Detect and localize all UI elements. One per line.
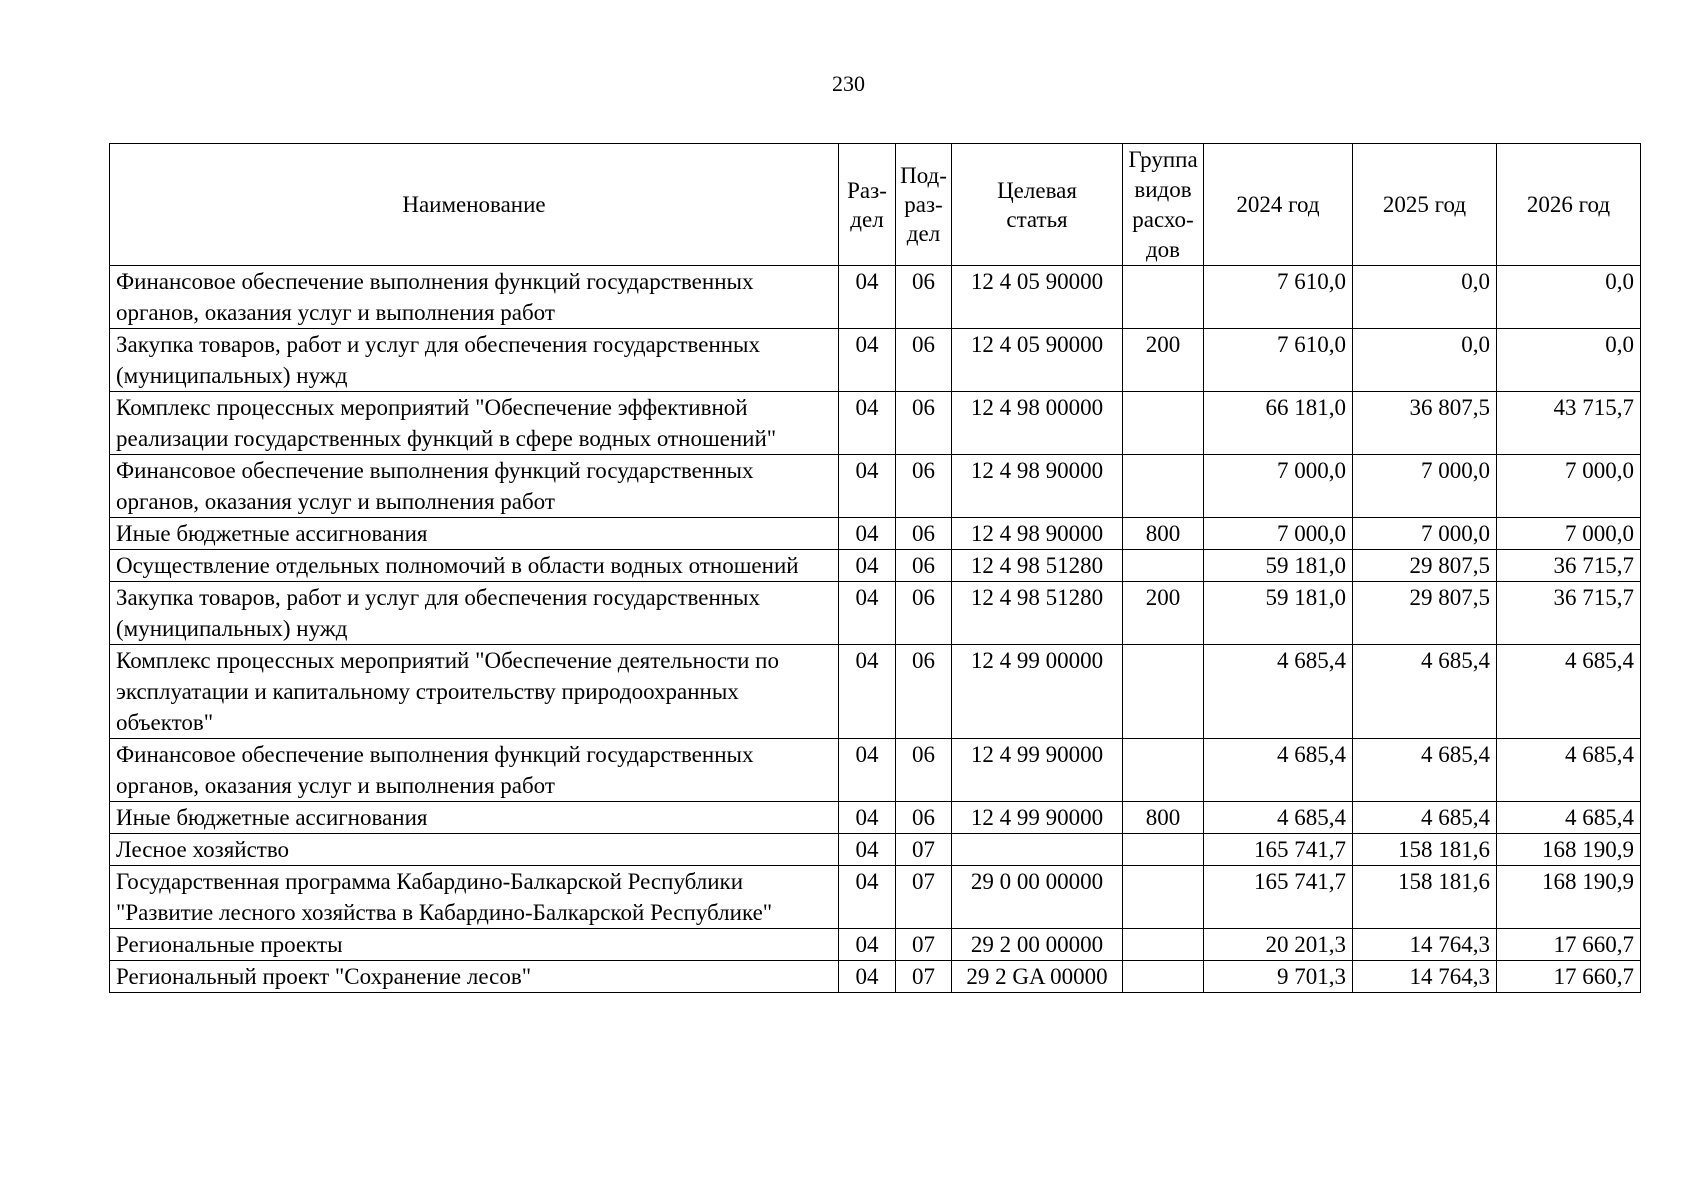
cell-target: 12 4 98 90000 xyxy=(952,518,1123,550)
cell-subsection: 06 xyxy=(896,802,952,834)
cell-target: 12 4 99 90000 xyxy=(952,802,1123,834)
cell-target: 12 4 98 51280 xyxy=(952,582,1123,645)
header-target: Целевая статья xyxy=(952,144,1123,266)
cell-2025: 0,0 xyxy=(1353,329,1497,392)
table-body xyxy=(110,266,1641,993)
cell-subsection: 06 xyxy=(896,582,952,645)
cell-2026: 0,0 xyxy=(1497,329,1641,392)
cell-name: Государственная программа Кабардино-Балкарской Республики "Развитие лесного хозяйства в Кабардино-Балкарской Республике" xyxy=(110,866,839,929)
table-row xyxy=(110,739,1641,802)
cell-subsection: 07 xyxy=(896,961,952,993)
cell-2025: 4 685,4 xyxy=(1353,645,1497,739)
cell-2024: 7 610,0 xyxy=(1204,329,1353,392)
cell-2025: 29 807,5 xyxy=(1353,582,1497,645)
cell-expense-group xyxy=(1123,550,1204,582)
cell-target: 12 4 99 90000 xyxy=(952,739,1123,802)
cell-target: 12 4 05 90000 xyxy=(952,266,1123,329)
header-name: Наименование xyxy=(110,144,839,266)
cell-subsection: 06 xyxy=(896,518,952,550)
cell-section: 04 xyxy=(839,645,896,739)
cell-section: 04 xyxy=(839,739,896,802)
cell-section: 04 xyxy=(839,392,896,455)
cell-target xyxy=(952,834,1123,866)
cell-name: Закупка товаров, работ и услуг для обеспечения государственных (муниципальных) нужд xyxy=(110,329,839,392)
cell-subsection: 06 xyxy=(896,739,952,802)
cell-2024: 9 701,3 xyxy=(1204,961,1353,993)
budget-table xyxy=(109,143,1641,993)
cell-expense-group xyxy=(1123,266,1204,329)
cell-name: Осуществление отдельных полномочий в области водных отношений xyxy=(110,550,839,582)
cell-2024: 4 685,4 xyxy=(1204,739,1353,802)
cell-2024: 7 000,0 xyxy=(1204,518,1353,550)
cell-2024: 4 685,4 xyxy=(1204,802,1353,834)
cell-subsection: 07 xyxy=(896,929,952,961)
cell-section: 04 xyxy=(839,802,896,834)
cell-section: 04 xyxy=(839,961,896,993)
cell-2024: 7 000,0 xyxy=(1204,455,1353,518)
cell-2026: 7 000,0 xyxy=(1497,518,1641,550)
cell-target: 12 4 98 90000 xyxy=(952,455,1123,518)
header-section: Раз- дел xyxy=(839,144,896,266)
header-2025: 2025 год xyxy=(1353,144,1497,266)
table-row xyxy=(110,550,1641,582)
cell-expense-group xyxy=(1123,834,1204,866)
cell-name: Иные бюджетные ассигнования xyxy=(110,518,839,550)
cell-section: 04 xyxy=(839,518,896,550)
cell-expense-group xyxy=(1123,961,1204,993)
cell-subsection: 06 xyxy=(896,455,952,518)
cell-expense-group xyxy=(1123,455,1204,518)
cell-2026: 17 660,7 xyxy=(1497,929,1641,961)
cell-2024: 165 741,7 xyxy=(1204,834,1353,866)
cell-2025: 7 000,0 xyxy=(1353,455,1497,518)
cell-section: 04 xyxy=(839,929,896,961)
cell-section: 04 xyxy=(839,834,896,866)
cell-2024: 59 181,0 xyxy=(1204,582,1353,645)
table-row xyxy=(110,802,1641,834)
cell-2025: 29 807,5 xyxy=(1353,550,1497,582)
header-row xyxy=(110,144,1641,266)
cell-target: 12 4 98 00000 xyxy=(952,392,1123,455)
header-2024: 2024 год xyxy=(1204,144,1353,266)
cell-2026: 36 715,7 xyxy=(1497,550,1641,582)
cell-subsection: 07 xyxy=(896,834,952,866)
cell-section: 04 xyxy=(839,329,896,392)
table-row xyxy=(110,645,1641,739)
cell-subsection: 06 xyxy=(896,329,952,392)
cell-target: 29 2 GA 00000 xyxy=(952,961,1123,993)
table-row xyxy=(110,834,1641,866)
cell-target: 12 4 05 90000 xyxy=(952,329,1123,392)
cell-2024: 7 610,0 xyxy=(1204,266,1353,329)
cell-2026: 17 660,7 xyxy=(1497,961,1641,993)
cell-expense-group xyxy=(1123,929,1204,961)
cell-2025: 158 181,6 xyxy=(1353,866,1497,929)
cell-section: 04 xyxy=(839,550,896,582)
cell-name: Закупка товаров, работ и услуг для обеспечения государственных (муниципальных) нужд xyxy=(110,582,839,645)
table-header xyxy=(110,144,1641,266)
table-row xyxy=(110,518,1641,550)
cell-section: 04 xyxy=(839,266,896,329)
cell-2024: 165 741,7 xyxy=(1204,866,1353,929)
cell-2026: 0,0 xyxy=(1497,266,1641,329)
cell-subsection: 06 xyxy=(896,266,952,329)
cell-section: 04 xyxy=(839,582,896,645)
table-row xyxy=(110,329,1641,392)
table-row xyxy=(110,582,1641,645)
cell-2024: 20 201,3 xyxy=(1204,929,1353,961)
cell-expense-group: 200 xyxy=(1123,329,1204,392)
header-2026: 2026 год xyxy=(1497,144,1641,266)
cell-2026: 168 190,9 xyxy=(1497,866,1641,929)
cell-2026: 36 715,7 xyxy=(1497,582,1641,645)
cell-target: 29 0 00 00000 xyxy=(952,866,1123,929)
cell-name: Комплекс процессных мероприятий "Обеспечение деятельности по эксплуатации и капитальному строительству природоохранных объектов" xyxy=(110,645,839,739)
cell-target: 29 2 00 00000 xyxy=(952,929,1123,961)
cell-name: Финансовое обеспечение выполнения функций государственных органов, оказания услуг и выполнения работ xyxy=(110,266,839,329)
cell-expense-group: 200 xyxy=(1123,582,1204,645)
cell-name: Региональные проекты xyxy=(110,929,839,961)
cell-subsection: 07 xyxy=(896,866,952,929)
cell-name: Финансовое обеспечение выполнения функций государственных органов, оказания услуг и выполнения работ xyxy=(110,455,839,518)
cell-2025: 4 685,4 xyxy=(1353,802,1497,834)
cell-target: 12 4 98 51280 xyxy=(952,550,1123,582)
cell-expense-group xyxy=(1123,645,1204,739)
table-row xyxy=(110,961,1641,993)
table-row xyxy=(110,455,1641,518)
cell-2025: 4 685,4 xyxy=(1353,739,1497,802)
cell-2024: 66 181,0 xyxy=(1204,392,1353,455)
cell-expense-group: 800 xyxy=(1123,802,1204,834)
header-subsection: Под- раз- дел xyxy=(896,144,952,266)
cell-name: Комплекс процессных мероприятий "Обеспечение эффективной реализации государственных функций в сфере водных отношений" xyxy=(110,392,839,455)
cell-2026: 4 685,4 xyxy=(1497,645,1641,739)
cell-expense-group xyxy=(1123,392,1204,455)
cell-2024: 59 181,0 xyxy=(1204,550,1353,582)
cell-target: 12 4 99 00000 xyxy=(952,645,1123,739)
cell-expense-group xyxy=(1123,866,1204,929)
table-row xyxy=(110,392,1641,455)
cell-2025: 158 181,6 xyxy=(1353,834,1497,866)
cell-subsection: 06 xyxy=(896,645,952,739)
cell-subsection: 06 xyxy=(896,550,952,582)
cell-2025: 36 807,5 xyxy=(1353,392,1497,455)
cell-name: Региональный проект "Сохранение лесов" xyxy=(110,961,839,993)
cell-expense-group xyxy=(1123,739,1204,802)
table-row xyxy=(110,266,1641,329)
cell-2026: 168 190,9 xyxy=(1497,834,1641,866)
cell-2025: 14 764,3 xyxy=(1353,961,1497,993)
cell-section: 04 xyxy=(839,455,896,518)
cell-2026: 4 685,4 xyxy=(1497,802,1641,834)
page-number: 230 xyxy=(832,71,865,96)
cell-2026: 7 000,0 xyxy=(1497,455,1641,518)
table-row xyxy=(110,866,1641,929)
table-row xyxy=(110,929,1641,961)
cell-2025: 0,0 xyxy=(1353,266,1497,329)
cell-2026: 43 715,7 xyxy=(1497,392,1641,455)
cell-2025: 14 764,3 xyxy=(1353,929,1497,961)
cell-subsection: 06 xyxy=(896,392,952,455)
cell-2024: 4 685,4 xyxy=(1204,645,1353,739)
header-expense-group: Группа видов расхо- дов xyxy=(1123,144,1204,266)
cell-name: Иные бюджетные ассигнования xyxy=(110,802,839,834)
cell-section: 04 xyxy=(839,866,896,929)
cell-name: Финансовое обеспечение выполнения функций государственных органов, оказания услуг и выполнения работ xyxy=(110,739,839,802)
cell-2025: 7 000,0 xyxy=(1353,518,1497,550)
cell-expense-group: 800 xyxy=(1123,518,1204,550)
cell-name: Лесное хозяйство xyxy=(110,834,839,866)
cell-2026: 4 685,4 xyxy=(1497,739,1641,802)
